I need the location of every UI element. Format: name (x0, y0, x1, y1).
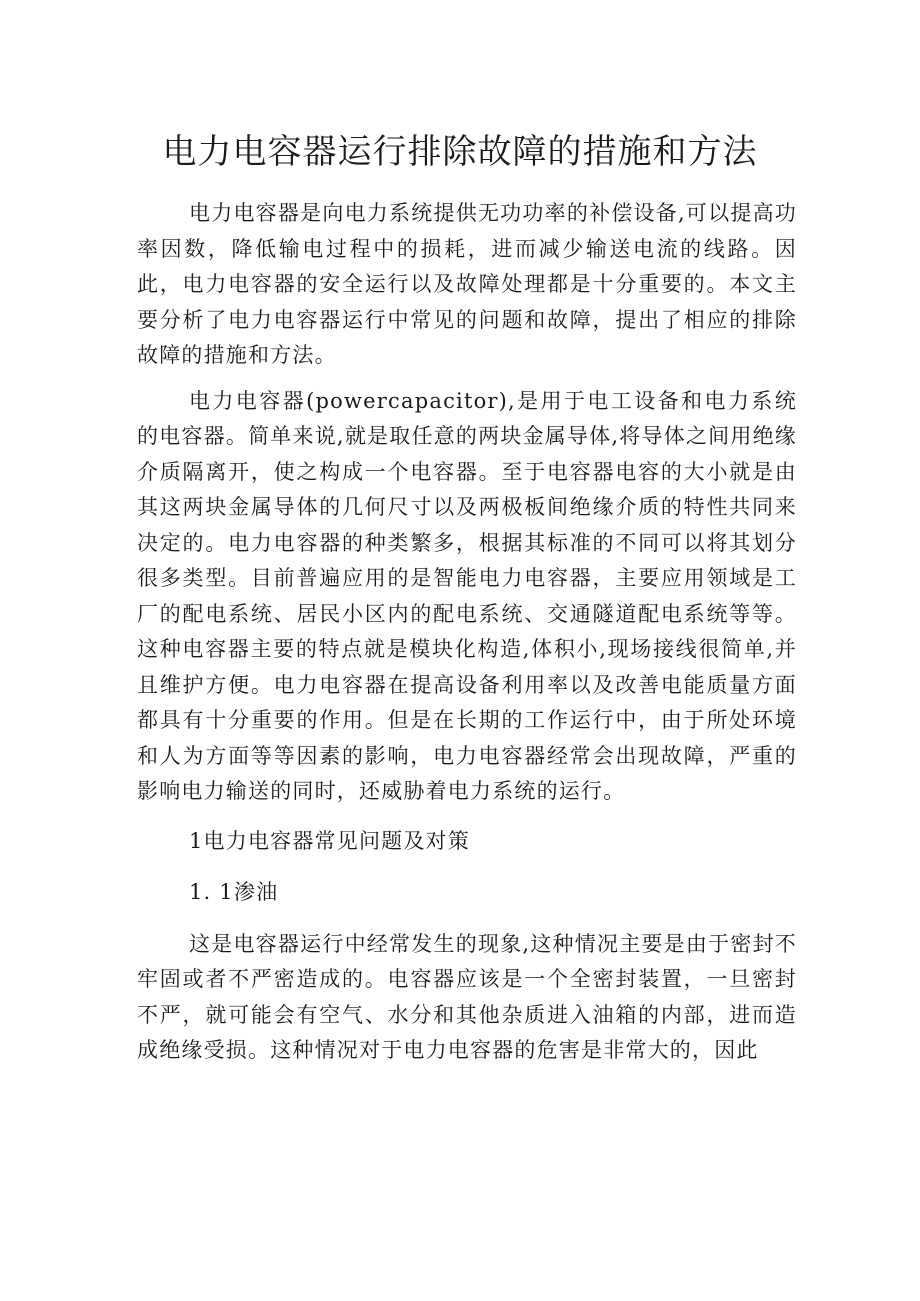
paragraph-intro: 电力电容器是向电力系统提供无功功率的补偿设备,可以提高功率因数，降低输电过程中的损耗，进而减少输送电流的线路。因此，电力电容器的安全运行以及故障处理都是十分重要的。本文主要分析了电力电容器运行中常见的问题和故障，提出了相应的排除故障的措施和方法。 (137, 201, 797, 367)
document-title: 电力电容器运行排除故障的措施和方法 (162, 132, 758, 172)
subsection-heading: 1. 1渗油 (189, 880, 279, 904)
paragraph-oil-leak: 这是电容器运行中经常发生的现象,这种情况主要是由于密封不牢固或者不严密造成的。电容器应该是一个全密封装置，一旦密封不严，就可能会有空气、水分和其他杂质进入油箱的内部，进而造成绝缘受损。这种情况对于电力电容器的危害是非常大的，因此 (137, 931, 797, 1062)
section-heading: 1电力电容器常见问题及对策 (189, 828, 470, 853)
paragraph-definition: 电力电容器(powercapacitor),是用于电工设备和电力系统的电容器。简单来说,就是取任意的两块金属导体,将导体之间用绝缘介质隔离开，使之构成一个电容器。至于电容器电容的大小就是由其这两块金属导体的几何尺寸以及两极板间绝缘介质的特性共同来决定的。电力电容器的种类繁多，根据其标准的不同可以将其划分很多类型。目前普遍应用的是智能电力电容器，主要应用领域是工厂的配电系统、居民小区内的配电系统、交通隧道配电系统等等。这种电容器主要的特点就是模块化构造,体积小,现场接线很简单,并且维护方便。电力电容器在提高设备利用率以及改善电能质量方面都具有十分重要的作用。但是在长期的工作运行中，由于所处环境和人为方面等等因素的影响，电力电容器经常会出现故障，严重的影响电力输送的同时，还威胁着电力系统的运行。 (137, 388, 797, 803)
document-body (137, 196, 797, 1069)
